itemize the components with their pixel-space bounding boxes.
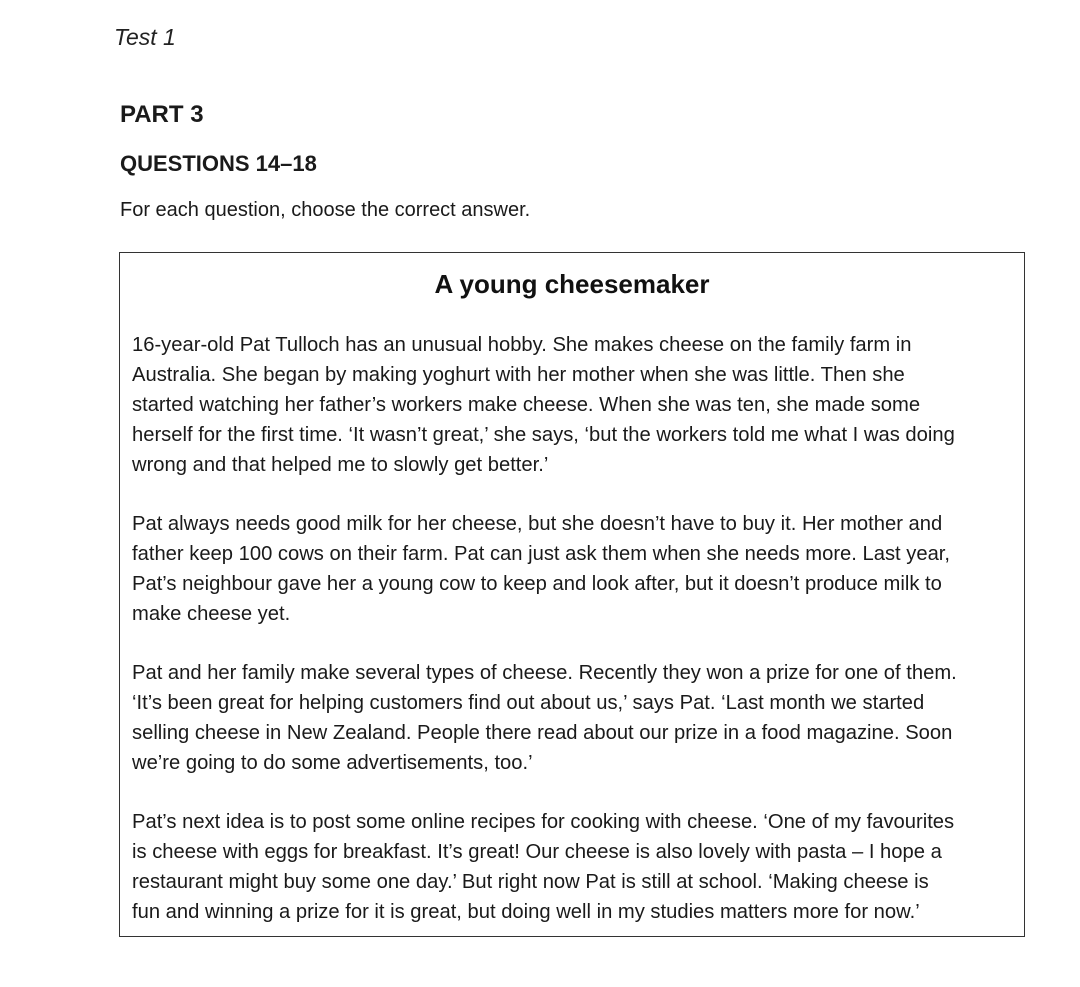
paragraph-line: restaurant might buy some one day.’ But right now Pat is still at school. ‘Making cheese is [132, 871, 929, 893]
paragraph-line: Pat always needs good milk for her cheese, but she doesn’t have to buy it. Her mother and [132, 513, 943, 535]
paragraph-line: ‘It’s been great for helping customers find out about us,’ says Pat. ‘Last month we started [132, 692, 925, 714]
paragraph-line: is cheese with eggs for breakfast. It’s great! Our cheese is also lovely with pasta – I hope a [132, 841, 942, 863]
article-paragraph-4 [132, 807, 1032, 927]
questions-title: QUESTIONS 14–18 [120, 151, 317, 176]
article-paragraph-3 [132, 658, 1032, 778]
test-label: Test 1 [114, 24, 176, 50]
paragraph-line: Pat and her family make several types of cheese. Recently they won a prize for one of them. [132, 662, 957, 684]
paragraph-line: started watching her father’s workers make cheese. When she was ten, she made some [132, 394, 921, 416]
paragraph-line: selling cheese in New Zealand. People there read about our prize in a food magazine. Soon [132, 722, 953, 744]
part-title: PART 3 [120, 101, 204, 128]
article-paragraph-1 [132, 330, 1032, 480]
article-body [132, 330, 1032, 956]
paragraph-line: fun and winning a prize for it is great, but doing well in my studies matters more for now.’ [132, 901, 920, 923]
instruction-text: For each question, choose the correct answer. [120, 199, 531, 221]
paragraph-line: we’re going to do some advertisements, too.’ [132, 752, 533, 774]
paragraph-line: wrong and that helped me to slowly get better.’ [132, 454, 549, 476]
paragraph-line: father keep 100 cows on their farm. Pat can just ask them when she needs more. Last year, [132, 543, 951, 565]
article-title: A young cheesemaker [434, 269, 710, 299]
article-box [119, 252, 1025, 937]
article-paragraph-2 [132, 509, 1032, 629]
paragraph-line: 16-year-old Pat Tulloch has an unusual hobby. She makes cheese on the family farm in [132, 334, 912, 356]
paragraph-line: make cheese yet. [132, 603, 291, 625]
paragraph-line: Australia. She began by making yoghurt with her mother when she was little. Then she [132, 364, 905, 386]
paragraph-line: Pat’s next idea is to post some online recipes for cooking with cheese. ‘One of my favourites [132, 811, 955, 833]
paragraph-line: Pat’s neighbour gave her a young cow to keep and look after, but it doesn’t produce milk to [132, 573, 942, 595]
paragraph-line: herself for the first time. ‘It wasn’t great,’ she says, ‘but the workers told me what I was doing [132, 424, 955, 446]
